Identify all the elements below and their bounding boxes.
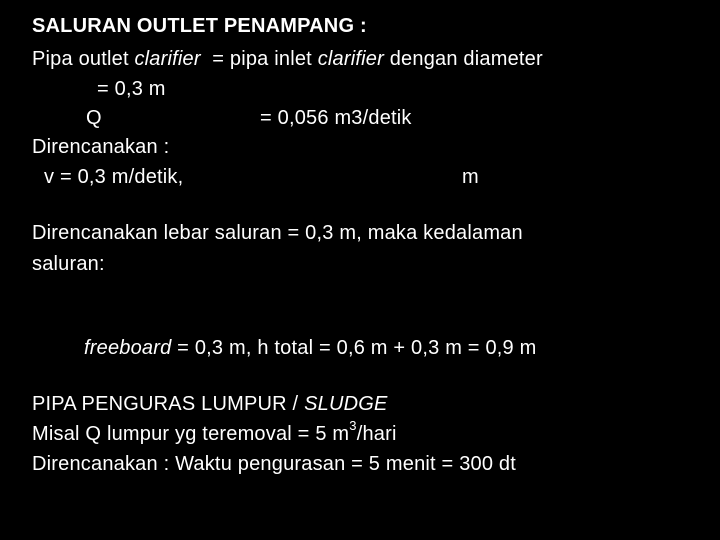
diameter-value: = 0,3 m: [97, 78, 166, 100]
flush-time-line: Direncanakan : Waktu pengurasan = 5 menit = 300 dt: [32, 453, 516, 475]
freeboard-term: freeboard: [84, 337, 172, 359]
freeboard-line: [84, 336, 536, 360]
sludge-rate-text: Misal Q lumpur yg teremoval = 5 m: [32, 423, 350, 445]
clarifier-term-2: clarifier: [317, 48, 384, 70]
unit-m: m: [462, 166, 479, 188]
pipe-outlet-line: [32, 47, 543, 71]
pipa-penguras-title: PIPA PENGURAS LUMPUR /: [32, 393, 305, 415]
channel-width-line: Direncanakan lebar saluran = 0,3 m, maka kedalaman: [32, 222, 523, 244]
pipe-outlet-text-2: = pipa inlet: [200, 48, 318, 70]
pipe-outlet-text-3: dengan diameter: [383, 48, 543, 70]
freeboard-equation: = 0,3 m, h total = 0,6 m + 0,3 m = 0,9 m: [171, 337, 537, 359]
sludge-rate-line: [32, 418, 397, 446]
velocity-value: v = 0,3 m/detik,: [44, 166, 184, 188]
q-value: = 0,056 m3/detik: [260, 107, 412, 129]
planned-label: Direncanakan :: [32, 136, 170, 158]
clarifier-term-1: clarifier: [134, 48, 201, 70]
pipe-outlet-text-1: Pipa outlet: [32, 48, 135, 70]
sludge-rate-unit: /hari: [356, 423, 397, 445]
cubic-superscript: 3: [349, 418, 357, 434]
sludge-term: SLUDGE: [304, 393, 388, 415]
q-label: Q: [86, 107, 102, 129]
section-title-saluran-outlet: SALURAN OUTLET PENAMPANG :: [32, 15, 367, 37]
section-title-pipa-penguras: [32, 392, 388, 416]
channel-depth-label: saluran:: [32, 253, 105, 275]
